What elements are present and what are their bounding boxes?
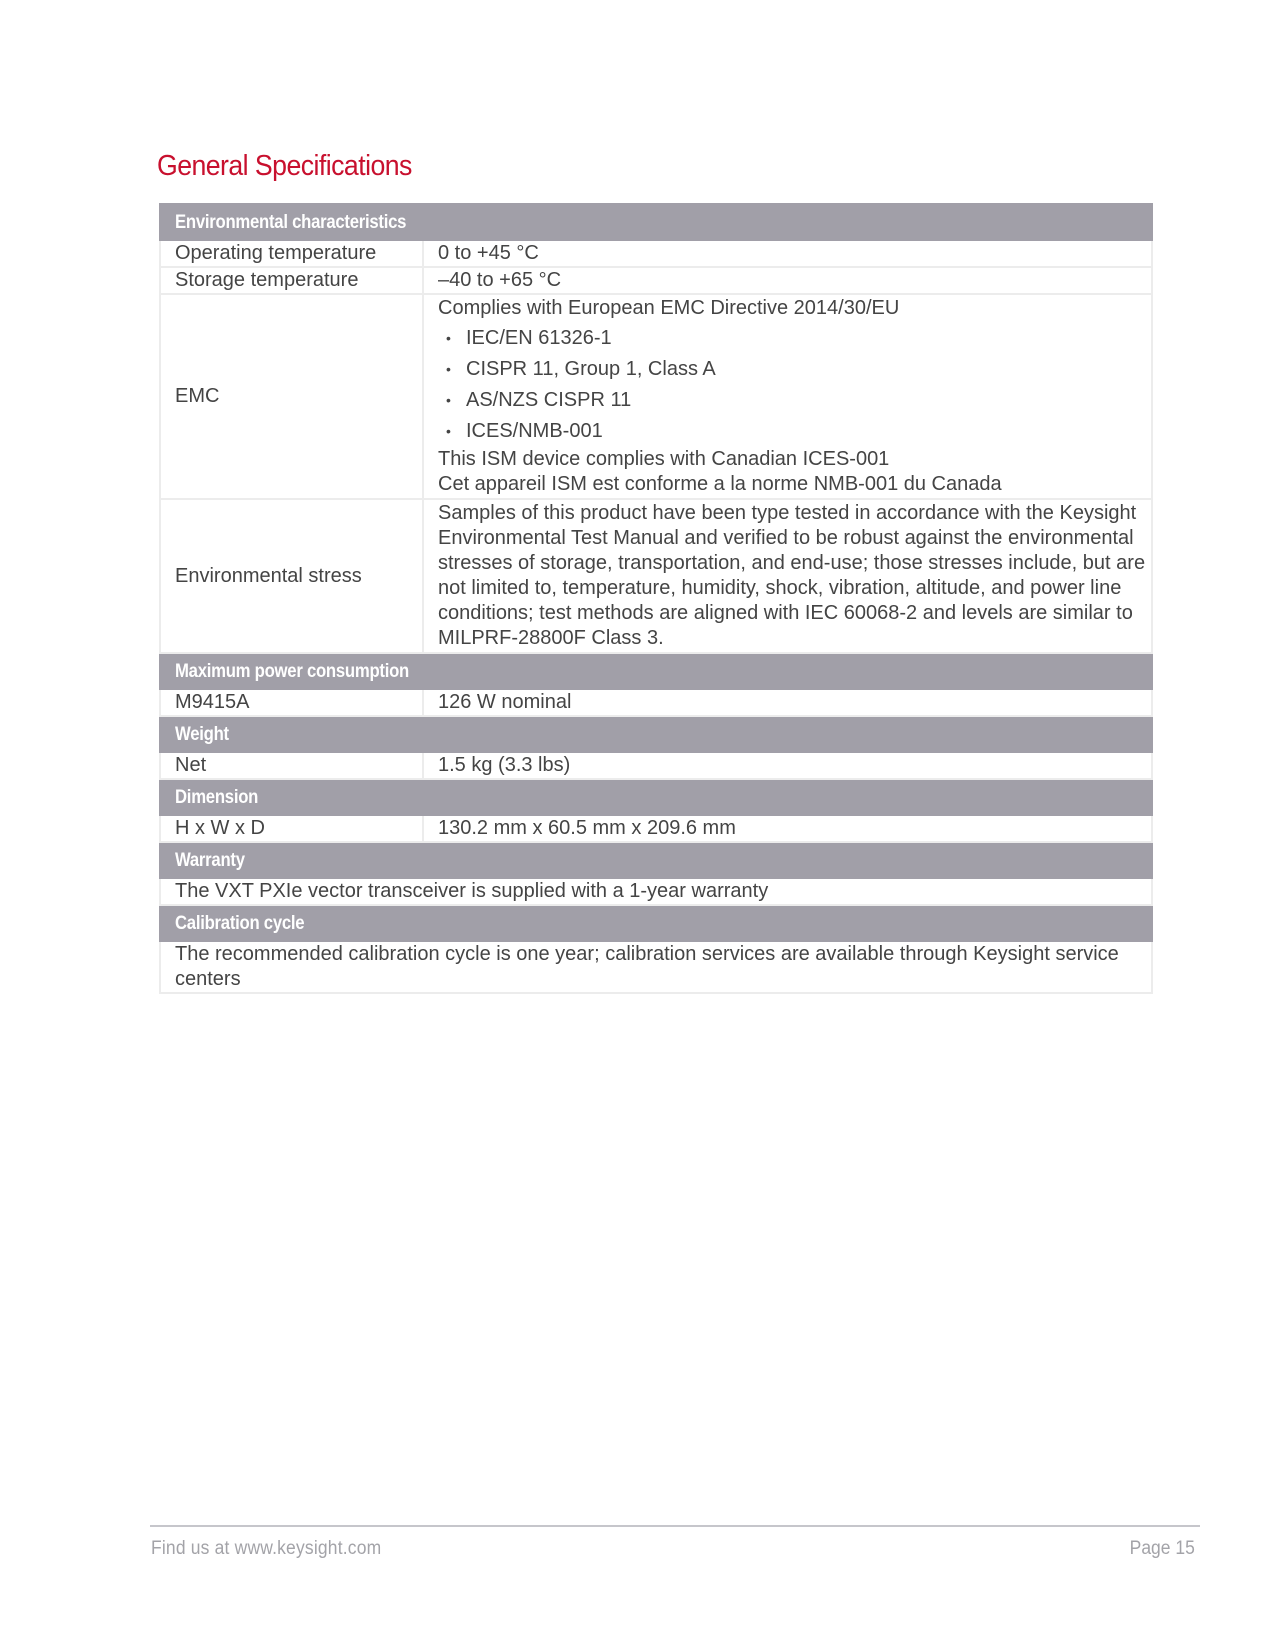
section-title: Environmental characteristics: [175, 211, 407, 233]
spec-label: EMC: [160, 294, 423, 499]
spec-label: Storage temperature: [160, 267, 423, 294]
footer-website: Find us at www.keysight.com: [151, 1538, 382, 1559]
table-row-environmental-stress: [160, 499, 1152, 653]
table-row: [160, 815, 1152, 842]
page-number: Page 15: [1129, 1538, 1195, 1559]
spec-label: Net: [160, 752, 423, 779]
emc-note-en: This ISM device complies with Canadian ICES-001: [438, 448, 890, 471]
spec-value: 1.5 kg (3.3 lbs): [423, 752, 1152, 779]
emc-intro: Complies with European EMC Directive 2014/30/EU: [438, 296, 900, 319]
spec-value: Samples of this product have been type tested in accordance with the Keysight Environmental Test Manual and verified to be robust against the environmental stresses of storage, transportation, and end-use; those stresses include, but are not limited to, temperature, humidity, shock, vibration, altitude, and power line conditions; test methods are aligned with IEC 60068-2 and levels are similar to MILPRF-28800F Class 3.: [423, 499, 1152, 653]
table-row-emc: [160, 294, 1152, 499]
section-header-dimension: [160, 779, 1152, 815]
table-row: [160, 752, 1152, 779]
spec-value: The VXT PXIe vector transceiver is supplied with a 1-year warranty: [160, 878, 1152, 905]
footer-divider: [150, 1525, 1200, 1527]
table-row: [160, 267, 1152, 294]
section-header-calibration: [160, 905, 1152, 941]
section-title: Weight: [175, 723, 229, 745]
emc-standards-list: [438, 323, 1151, 448]
spec-value: [423, 294, 1152, 499]
spec-value: 130.2 mm x 60.5 mm x 209.6 mm: [423, 815, 1152, 842]
list-item: • CISPR 11, Group 1, Class A: [438, 354, 1151, 385]
table-row: [160, 941, 1152, 993]
spec-value: –40 to +65 °C: [423, 267, 1152, 294]
bullet-icon: •: [446, 392, 451, 409]
table-row: [160, 240, 1152, 267]
list-item: • AS/NZS CISPR 11: [438, 385, 1151, 416]
spec-label: H x W x D: [160, 815, 423, 842]
section-title: Calibration cycle: [175, 912, 305, 934]
list-item: • ICES/NMB-001: [438, 416, 1151, 447]
bullet-icon: •: [446, 329, 451, 346]
emc-note-fr: Cet appareil ISM est conforme a la norme NMB-001 du Canada: [438, 473, 1002, 496]
bullet-icon: •: [446, 423, 451, 440]
section-title: Maximum power consumption: [175, 660, 410, 682]
section-header-weight: [160, 716, 1152, 752]
section-title: Warranty: [175, 849, 245, 871]
table-row: [160, 878, 1152, 905]
section-header-power: [160, 653, 1152, 689]
spec-label: Operating temperature: [160, 240, 423, 267]
list-item: • IEC/EN 61326-1: [438, 323, 1151, 354]
table-row: [160, 689, 1152, 716]
section-header-environmental: [160, 204, 1152, 240]
spec-value: 0 to +45 °C: [423, 240, 1152, 267]
general-specifications-table: [159, 203, 1153, 994]
spec-label: Environmental stress: [160, 499, 423, 653]
spec-value: 126 W nominal: [423, 689, 1152, 716]
section-header-warranty: [160, 842, 1152, 878]
section-title: Dimension: [175, 786, 259, 808]
spec-value: The recommended calibration cycle is one year; calibration services are available through Keysight service centers: [160, 941, 1152, 993]
page-title: General Specifications: [157, 150, 412, 182]
spec-label: M9415A: [160, 689, 423, 716]
bullet-icon: •: [446, 361, 451, 377]
